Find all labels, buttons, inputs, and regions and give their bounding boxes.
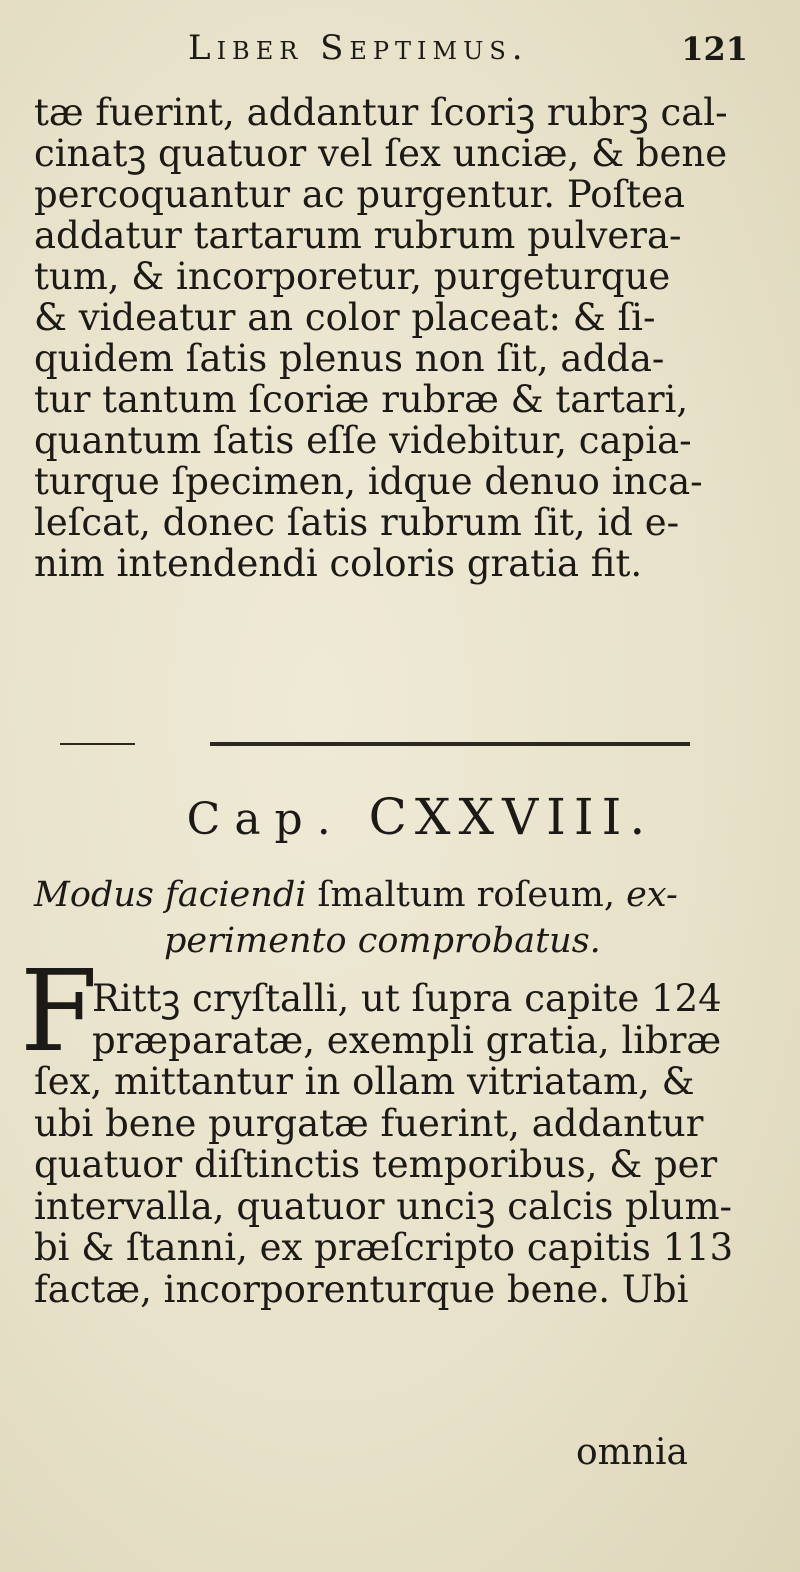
text-line: Rittꝫ cryſtalli, ut ſupra capite 124 bbox=[92, 977, 722, 1020]
text-line: & videatur an color placeat: & ſi- bbox=[34, 296, 656, 339]
page-number: 121 bbox=[681, 30, 748, 68]
chapter-heading bbox=[0, 788, 800, 846]
chapter-title-line-2: perimento comprobatus. bbox=[164, 921, 601, 961]
chapter-number: CXXVIII. bbox=[368, 788, 654, 846]
title-italic-part: ex- bbox=[615, 875, 678, 915]
title-roman-part: ſmaltum roſeum, bbox=[306, 875, 615, 915]
chapter-paragraph bbox=[34, 978, 754, 1310]
rule-segment-long bbox=[210, 742, 690, 746]
text-line: quantum ſatis eſſe videbitur, capia- bbox=[34, 419, 692, 462]
running-head bbox=[188, 28, 748, 78]
text-line: addatur tartarum rubrum pulvera- bbox=[34, 214, 682, 257]
text-line: quidem ſatis plenus non ſit, adda- bbox=[34, 337, 665, 380]
text-line: præparatæ, exempli gratia, libræ bbox=[92, 1018, 722, 1062]
text-line: percoquantur ac purgentur. Poſtea bbox=[34, 173, 686, 216]
text-line: quatuor diſtinctis temporibus, & per bbox=[34, 1143, 718, 1186]
rule-segment-short bbox=[60, 743, 135, 745]
text-line: nim intendendi coloris gratia fit. bbox=[34, 542, 643, 585]
catchword: omnia bbox=[576, 1432, 688, 1473]
text-line: tur tantum ſcoriæ rubræ & tartari, bbox=[34, 378, 689, 421]
text-line: intervalla, quatuor unciꝫ calcis plum- bbox=[34, 1184, 733, 1228]
text-line: ſex, mittantur in ollam vitriatam, & bbox=[34, 1060, 695, 1103]
title-italic-part: Modus faciendi bbox=[34, 875, 307, 915]
running-head-title: Liber Septimus. bbox=[188, 28, 529, 68]
text-line: turque ſpecimen, idque denuo inca- bbox=[34, 460, 703, 503]
text-line: leſcat, donec ſatis rubrum ſit, id e- bbox=[34, 501, 680, 544]
chapter-title-line-1 bbox=[34, 872, 754, 918]
text-line: tum, & incorporetur, purgeturque bbox=[34, 255, 671, 298]
section-divider-rule bbox=[60, 740, 690, 748]
text-line: tæ fuerint, addantur ſcoriꝫ rubrꝫ cal- bbox=[34, 91, 728, 134]
drop-cap-initial: F bbox=[20, 947, 98, 1077]
text-line: factæ, incorporenturque bene. Ubi bbox=[34, 1267, 689, 1311]
text-line: ubi bene purgatæ fuerint, addantur bbox=[34, 1101, 704, 1145]
text-line: bi & ſtanni, ex præſcripto capitis 113 bbox=[34, 1226, 734, 1269]
chapter-cap-label: Cap. bbox=[186, 794, 345, 845]
text-line: cinatꝫ quatuor vel ſex unciæ, & bene bbox=[34, 132, 728, 175]
continuation-text bbox=[34, 92, 754, 584]
chapter-title bbox=[34, 872, 754, 964]
